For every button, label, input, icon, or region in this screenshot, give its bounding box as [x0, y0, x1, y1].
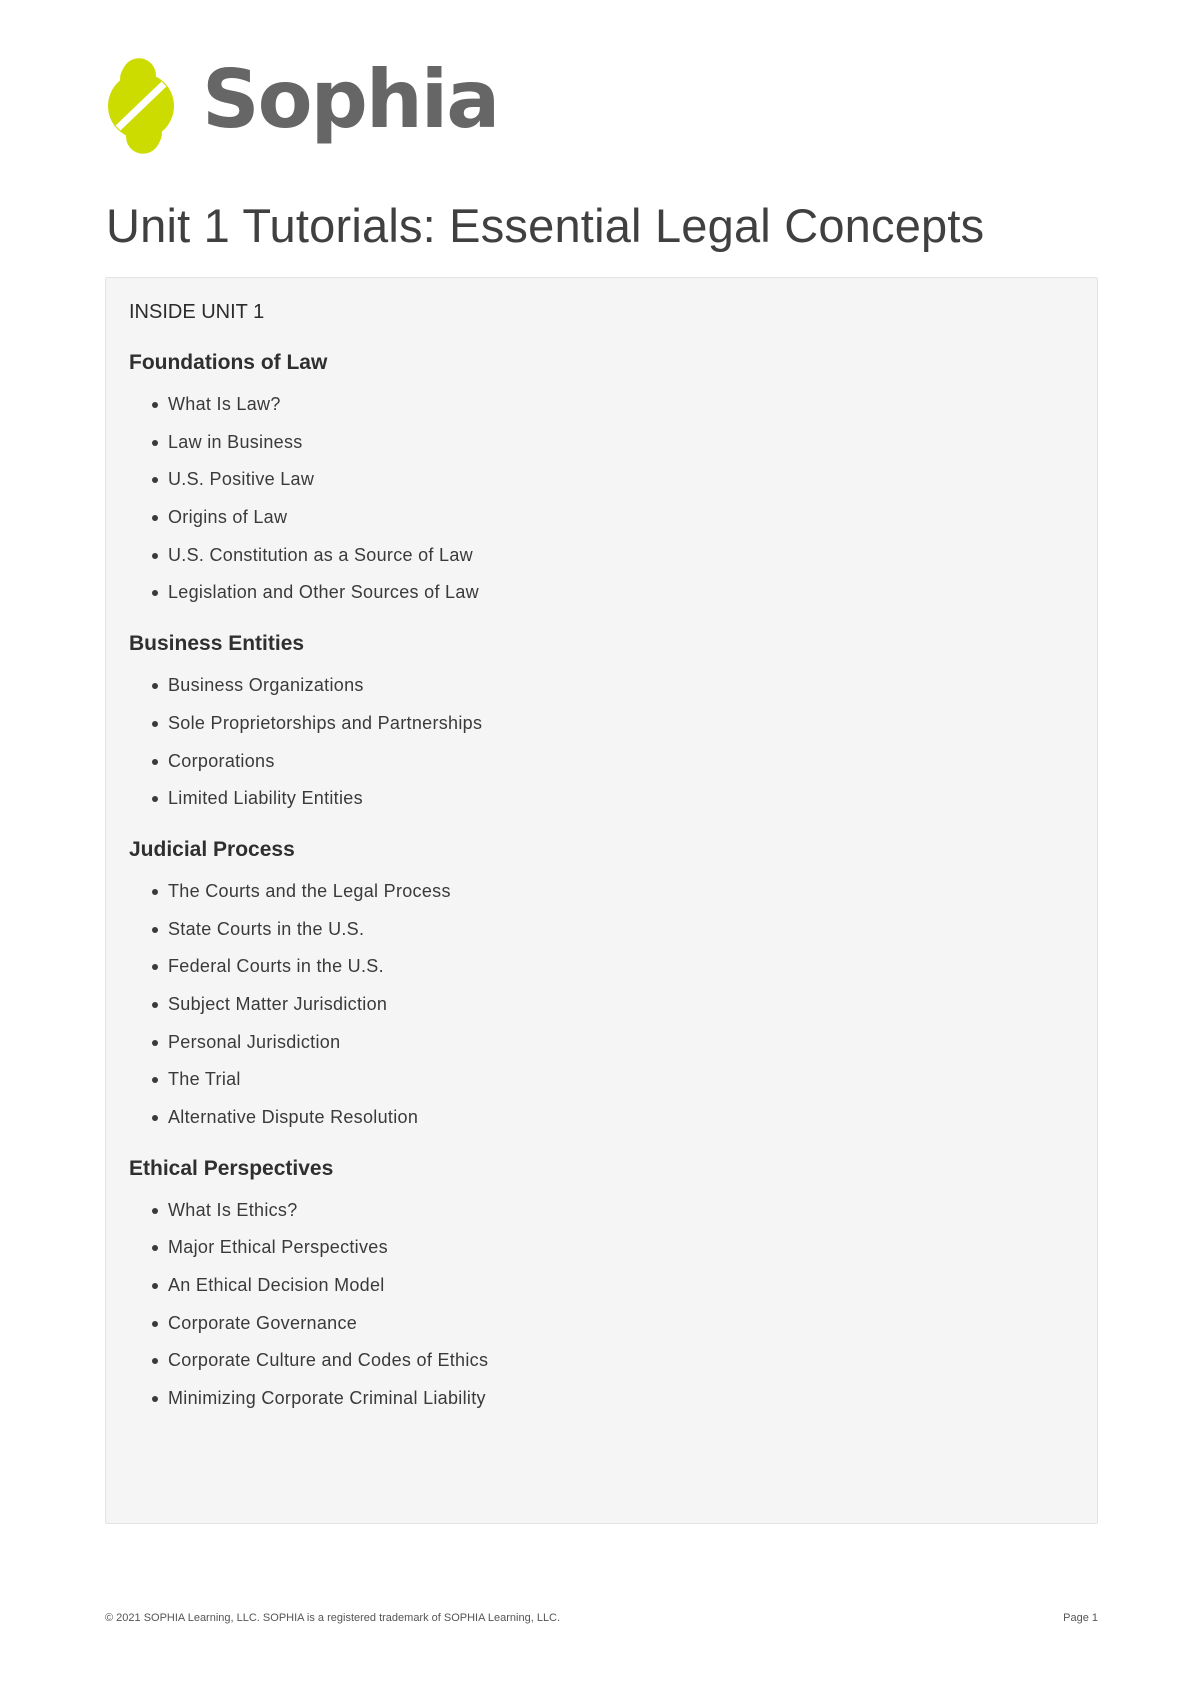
bullet-icon	[152, 721, 158, 727]
bullet-icon	[152, 1002, 158, 1008]
tutorial-list-item	[129, 537, 1074, 575]
unit-sections	[129, 350, 1074, 1418]
tutorial-title: Corporate Culture and Codes of Ethics	[168, 1350, 489, 1371]
tutorial-list-item	[129, 948, 1074, 986]
tutorial-list	[129, 667, 1074, 818]
tutorial-list-item	[129, 1380, 1074, 1418]
tutorial-list	[129, 873, 1074, 1137]
tutorial-list	[129, 386, 1074, 612]
bullet-icon	[152, 683, 158, 689]
bullet-icon	[152, 1283, 158, 1289]
section-title: Business Entities	[129, 632, 305, 656]
footer-page-number: Page 1	[1063, 1612, 1098, 1624]
bullet-icon	[152, 553, 158, 559]
tutorial-title: State Courts in the U.S.	[168, 918, 365, 939]
tutorial-list-item	[129, 1024, 1074, 1062]
tutorial-title: Minimizing Corporate Criminal Liability	[168, 1388, 486, 1409]
tutorial-list-item	[129, 574, 1074, 612]
bullet-icon	[152, 1208, 158, 1214]
tutorial-title: Corporate Governance	[168, 1312, 358, 1333]
tutorial-title: Legislation and Other Sources of Law	[168, 582, 479, 603]
tutorial-title: Federal Courts in the U.S.	[168, 956, 384, 977]
tutorial-title: The Trial	[168, 1069, 241, 1090]
tutorial-title: Major Ethical Perspectives	[168, 1237, 388, 1258]
section-title: Ethical Perspectives	[129, 1156, 334, 1180]
bullet-icon	[152, 477, 158, 483]
tutorial-title: Origins of Law	[168, 507, 288, 528]
sophia-wordmark: Sophia	[202, 53, 499, 146]
tutorial-title: Sole Proprietorships and Partnerships	[168, 712, 483, 733]
tutorial-title: What Is Ethics?	[168, 1199, 298, 1220]
section	[129, 350, 1074, 612]
tutorial-title: The Courts and the Legal Process	[168, 880, 451, 901]
tutorial-list-item	[129, 1099, 1074, 1137]
page-title: Unit 1 Tutorials: Essential Legal Concepts	[106, 199, 985, 252]
tutorial-list-item	[129, 1267, 1074, 1305]
footer-copyright: © 2021 SOPHIA Learning, LLC. SOPHIA is a registered trademark of SOPHIA Learning, LLC.	[105, 1612, 561, 1624]
bullet-icon	[152, 590, 158, 596]
tutorial-list-item	[129, 1192, 1074, 1230]
bullet-icon	[152, 1040, 158, 1046]
bullet-icon	[152, 796, 158, 802]
bullet-icon	[152, 964, 158, 970]
bullet-icon	[152, 927, 158, 933]
section-title: Foundations of Law	[129, 351, 328, 374]
bullet-icon	[152, 440, 158, 446]
tutorial-title: Corporations	[168, 750, 275, 771]
tutorial-list-item	[129, 461, 1074, 499]
tutorial-list-item	[129, 986, 1074, 1024]
tutorial-list-item	[129, 705, 1074, 743]
sophia-logo-mark-icon	[104, 54, 178, 158]
unit-contents-panel	[105, 277, 1098, 1524]
tutorial-title: Subject Matter Jurisdiction	[168, 993, 388, 1014]
sophia-logo	[104, 54, 498, 158]
tutorial-list-item	[129, 1061, 1074, 1099]
tutorial-title: What Is Law?	[168, 394, 281, 414]
tutorial-list-item	[129, 780, 1074, 818]
tutorial-title: Limited Liability Entities	[168, 788, 363, 809]
tutorial-list-item	[129, 386, 1074, 424]
bullet-icon	[152, 1115, 158, 1121]
section	[129, 1156, 1074, 1418]
bullet-icon	[152, 889, 158, 895]
bullet-icon	[152, 759, 158, 765]
tutorial-list	[129, 1192, 1074, 1418]
tutorial-title: U.S. Constitution as a Source of Law	[168, 544, 473, 565]
bullet-icon	[152, 1396, 158, 1402]
tutorial-list-item	[129, 911, 1074, 949]
tutorial-list-item	[129, 424, 1074, 462]
tutorial-list-item	[129, 1229, 1074, 1267]
tutorial-list-item	[129, 1305, 1074, 1343]
bullet-icon	[152, 1245, 158, 1251]
tutorial-list-item	[129, 667, 1074, 705]
bullet-icon	[152, 1077, 158, 1083]
bullet-icon	[152, 402, 158, 408]
bullet-icon	[152, 1358, 158, 1364]
bullet-icon	[152, 1321, 158, 1327]
section	[129, 631, 1074, 818]
tutorial-list-item	[129, 499, 1074, 537]
tutorial-title: An Ethical Decision Model	[168, 1275, 385, 1296]
tutorial-list-item	[129, 1342, 1074, 1380]
tutorial-title: Law in Business	[168, 431, 303, 452]
bullet-icon	[152, 515, 158, 521]
tutorial-title: U.S. Positive Law	[168, 469, 315, 490]
tutorial-title: Alternative Dispute Resolution	[168, 1107, 419, 1127]
tutorial-title: Business Organizations	[168, 675, 364, 696]
section-title: Judicial Process	[129, 837, 295, 861]
section	[129, 837, 1074, 1137]
tutorial-list-item	[129, 873, 1074, 911]
tutorial-list-item	[129, 743, 1074, 781]
unit-label: INSIDE UNIT 1	[129, 301, 265, 323]
tutorial-title: Personal Jurisdiction	[168, 1031, 341, 1052]
